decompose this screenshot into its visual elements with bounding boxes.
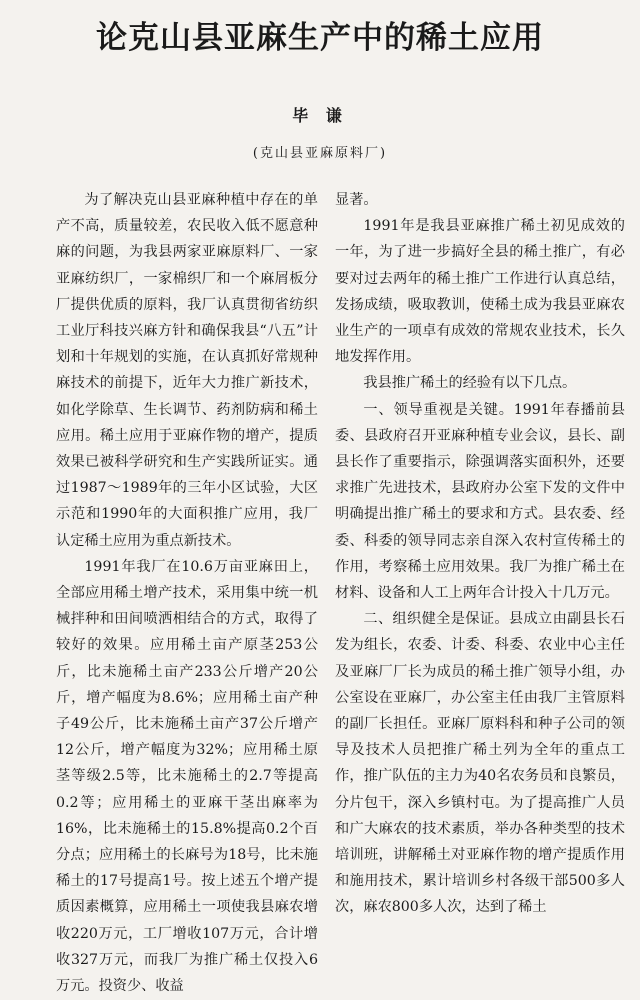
paragraph: 二、组织健全是保证。县成立由副县长石发为组长，农委、计委、科委、农业中心主任及亚麻厂厂长为成员的稀土推广领导小组，办公室设在亚麻厂，办公室主任由我厂主管原料的副厂长担任。亚麻厂原料科和种子公司的领导及技术人员把推广稀土列为全年的重点工作，推广队伍的主力为40名农务员和良繁员，分片包干，深入乡镇村屯。为了提高推广人员和广大麻农的技术素质，举办各种类型的技术培训班，讲解稀土对亚麻作物的增产提质作用和施用技术，累计培训乡村各级干部500多人次，麻农800多人次，达到了稀土 [335,611,625,916]
paragraph: 1991年我厂在10.6万亩亚麻田上，全部应用稀土增产技术，采用集中统一机械拌种和田间喷洒相结合的方式，取得了较好的效果。应用稀土亩产原茎253公斤，比未施稀土亩产233公斤增产20公斤，增产幅度为8.6%；应用稀土亩产种子49公斤，比未施稀土亩产37公斤增产12公斤，增产幅度为32%；应用稀土原茎等级2.5等，比未施稀土的2.7等提高0.2等；应用稀土的亚麻干茎出麻率为16%，比未施稀土的15.8%提高0.2个百分点；应用稀土的长麻号为18号，比未施稀土的17号提高1号。按上述五个增产提质因素概算，应用稀土一项使我县麻农增收220万元，工厂增收107万元，合计增收327万元，而我厂为推广稀土仅投入6万元。投资少、收益 [56,558,318,995]
paragraph: 为了解决克山县亚麻种植中存在的单产不高，质量较差，农民收入低不愿意种麻的问题，为我县两家亚麻原料厂、一家亚麻纺织厂，一家棉织厂和一个麻屑板分厂提供优质的原料，我厂认真贯彻省纺织工业厅科技兴麻方针和确保我县“八五”计划和十年规划的实施，在认真抓好常规种麻技术的前提下，近年大力推广新技术，如化学除草、生长调节、药剂防病和稀土应用。稀土应用于亚麻作物的增产，提质效果已被科学研究和生产实践所证实。通过1987～1989年的三年小区试验，大区示范和1990年的大面积推广应用，我厂认定稀土应用为重点新技术。 [56,192,318,549]
paragraph: 显著。 [335,192,378,208]
article-author: 毕 谦 [292,106,348,125]
article-title: 论克山县亚麻生产中的稀土应用 [96,20,544,56]
paragraph: 我县推广稀土的经验有以下几点。 [363,375,577,392]
paragraph: 一、领导重视是关键。1991年春播前县委、县政府召开亚麻种植专业会议，县长、副县长作了重要指示，除强调落实面积外，还要求推广先进技术，县政府办公室下发的文件中明确提出推广稀土的要求和方式。县农委、经委、科委的领导同志亲自深入农村宣传稀土的作用，考察稀土应用效果。我厂为推广稀土在材料、设备和人工上两年合计投入十几万元。 [335,401,625,602]
author-affiliation: (克山县亚麻原料厂) [252,146,388,161]
paragraph: 1991年是我县亚麻推广稀土初见成效的一年，为了进一步搞好全县的稀土推广，有必要对过去两年的稀土推广工作进行认真总结，发扬成绩，吸取教训，使稀土成为我县亚麻农业生产的一项卓有成效的常规农业技术，长久地发挥作用。 [335,218,625,366]
right-column [335,187,625,921]
left-column [56,187,318,999]
